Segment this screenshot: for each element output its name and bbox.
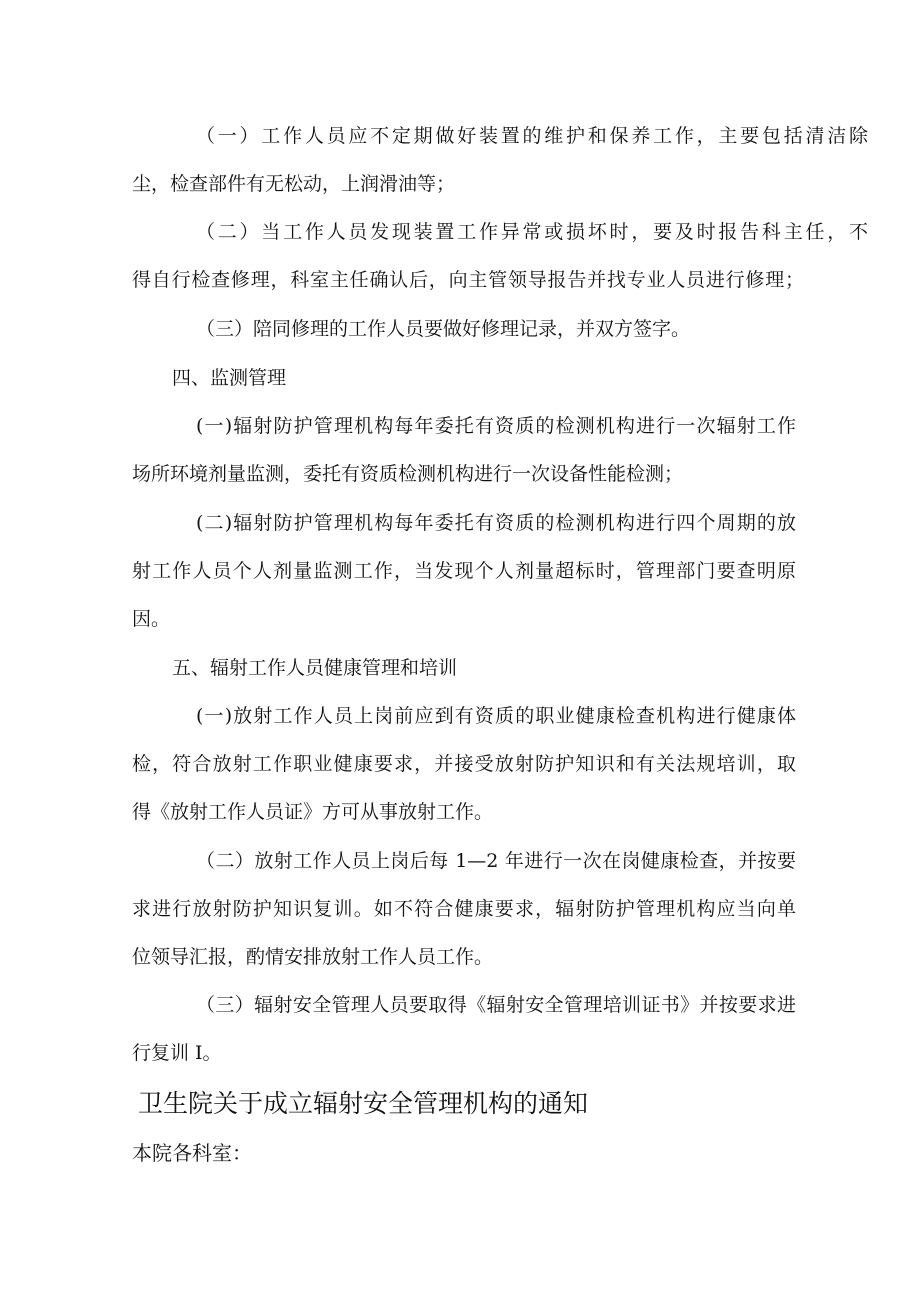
- paragraph-7-line-3: 位领导汇报，酌情安排放射工作人员工作。: [132, 946, 494, 968]
- paragraph-5-line-1: (二)辐射防护管理机构每年委托有资质的检测机构进行四个周期的放: [196, 512, 796, 534]
- paragraph-5-line-2: 射工作人员个人剂量监测工作，当发现个人剂量超标时，管理部门要查明原: [132, 560, 796, 582]
- section-heading-5: 五、辐射工作人员健康管理和培训: [172, 657, 458, 679]
- paragraph-5-line-3: 因。: [132, 608, 171, 630]
- paragraph-2-line-1: （二）当工作人员发现装置工作异常或损坏时，要及时报告科主任，不: [196, 221, 868, 243]
- paragraph-6-line-1: (一)放射工作人员上岗前应到有资质的职业健康检查机构进行健康体: [196, 705, 796, 727]
- paragraph-6-line-2: 检，符合放射工作职业健康要求，并接受放射防护知识和有关法规培训，取: [132, 753, 796, 775]
- notice-title: 卫生院关于成立辐射安全管理机构的通知: [138, 1089, 589, 1118]
- paragraph-4-line-2: 场所环境剂量监测，委托有资质检测机构进行一次设备性能检测；: [132, 463, 684, 485]
- paragraph-7-line-2: 求进行放射防护知识复训。如不符合健康要求，辐射防护管理机构应当向单: [132, 898, 796, 920]
- paragraph-1-line-2: 尘，检查部件有无松动，上润滑油等；: [132, 173, 456, 195]
- section-heading-4: 四、监测管理: [172, 367, 287, 389]
- paragraph-4-line-1: (一)辐射防护管理机构每年委托有资质的检测机构进行一次辐射工作: [196, 415, 796, 437]
- paragraph-8-line-1: （三）辐射安全管理人员要取得《辐射安全管理培训证书》并按要求进: [196, 994, 796, 1016]
- paragraph-8-line-2: 行复训 I。: [132, 1042, 222, 1064]
- paragraph-2-line-2: 得自行检查修理，科室主任确认后，向主管领导报告并找专业人员进行修理；: [132, 269, 804, 291]
- paragraph-3-line-1: （三）陪同修理的工作人员要做好修理记录，并双方签字。: [196, 318, 691, 340]
- paragraph-7-line-1: （二）放射工作人员上岗后每 1—2 年进行一次在岗健康检查，并按要: [196, 850, 796, 872]
- notice-salutation: 本院各科室：: [132, 1141, 252, 1165]
- paragraph-6-line-3: 得《放射工作人员证》方可从事放射工作。: [132, 801, 494, 823]
- paragraph-1-line-1: （一）工作人员应不定期做好装置的维护和保养工作，主要包括清洁除: [196, 125, 868, 147]
